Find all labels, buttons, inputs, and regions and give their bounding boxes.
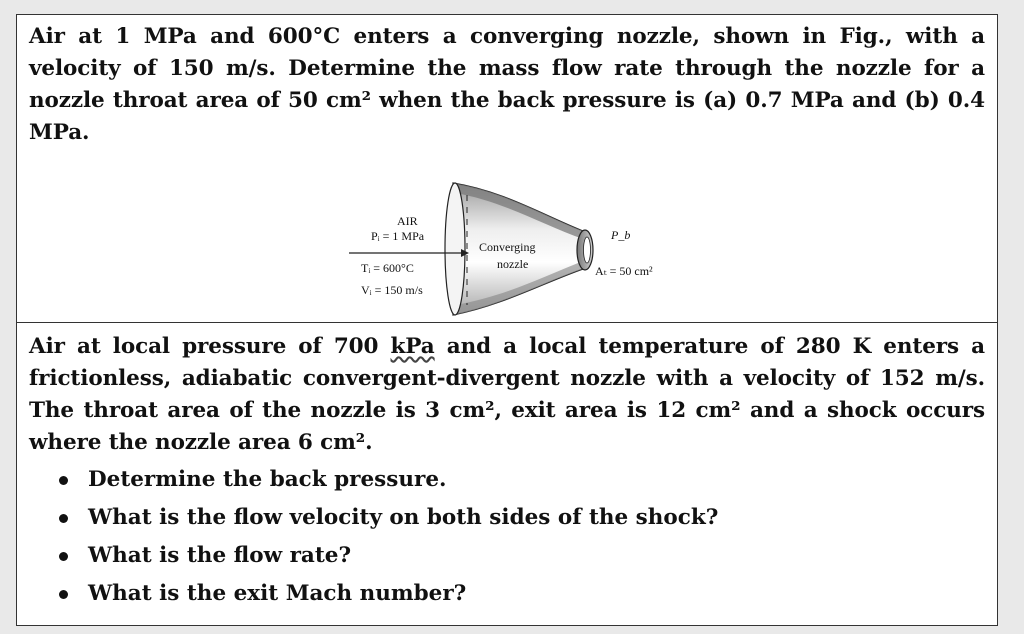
list-item xyxy=(29,461,985,499)
throat-area-label: Aₜ = 50 cm² xyxy=(595,264,653,278)
inlet-pressure-label: Pᵢ = 1 MPa xyxy=(371,229,425,243)
nozzle-inlet xyxy=(445,183,465,315)
back-pressure-label: P_b xyxy=(611,228,631,242)
problem-1-text: Air at 1 MPa and 600°C enters a converging nozzle, shown in Fig., with a velocity of 150 m/s. Determine the mass flow rate through the nozzle for a nozzle throat area of 50 cm² when the back pressure is (a) 0.7 MPa and (b) 0.4 MPa. xyxy=(29,24,985,145)
inlet-velocity-label: Vᵢ = 150 m/s xyxy=(361,283,423,297)
question-text: What is the flow velocity on both sides of the shock? xyxy=(88,505,719,530)
problem-2-text-end: and a local temperature of 280 K enters a frictionless, adiabatic convergent-divergent nozzle with a velocity of 152 m/s. The throat area of the nozzle is 3 cm², exit area is 12 cm² and a shock occurs where the nozzle area 6 cm². xyxy=(29,334,985,455)
problem-2-text-start: Air at local pressure of 700 xyxy=(29,334,391,359)
nozzle-label-line2: nozzle xyxy=(497,257,529,271)
list-item xyxy=(29,537,985,575)
problem-2-text xyxy=(29,331,985,459)
bullet-icon xyxy=(59,514,68,523)
nozzle-exit-opening xyxy=(584,237,591,263)
question-text: What is the flow rate? xyxy=(88,543,352,568)
question-text: Determine the back pressure. xyxy=(88,467,447,492)
problem-2-cell xyxy=(17,323,997,625)
question-list xyxy=(29,461,985,613)
air-label: AIR xyxy=(397,214,418,228)
converging-nozzle-figure xyxy=(343,169,683,321)
bullet-icon xyxy=(59,590,68,599)
bullet-icon xyxy=(59,552,68,561)
nozzle-diagram xyxy=(343,169,683,321)
question-text: What is the exit Mach number? xyxy=(88,581,467,606)
document-page xyxy=(16,14,998,626)
inlet-temperature-label: Tᵢ = 600°C xyxy=(361,261,414,275)
bullet-icon xyxy=(59,476,68,485)
problem-1-cell xyxy=(17,15,997,323)
list-item xyxy=(29,575,985,613)
spellcheck-kpa: kPa xyxy=(390,334,435,359)
list-item xyxy=(29,499,985,537)
nozzle-label-line1: Converging xyxy=(479,240,536,254)
